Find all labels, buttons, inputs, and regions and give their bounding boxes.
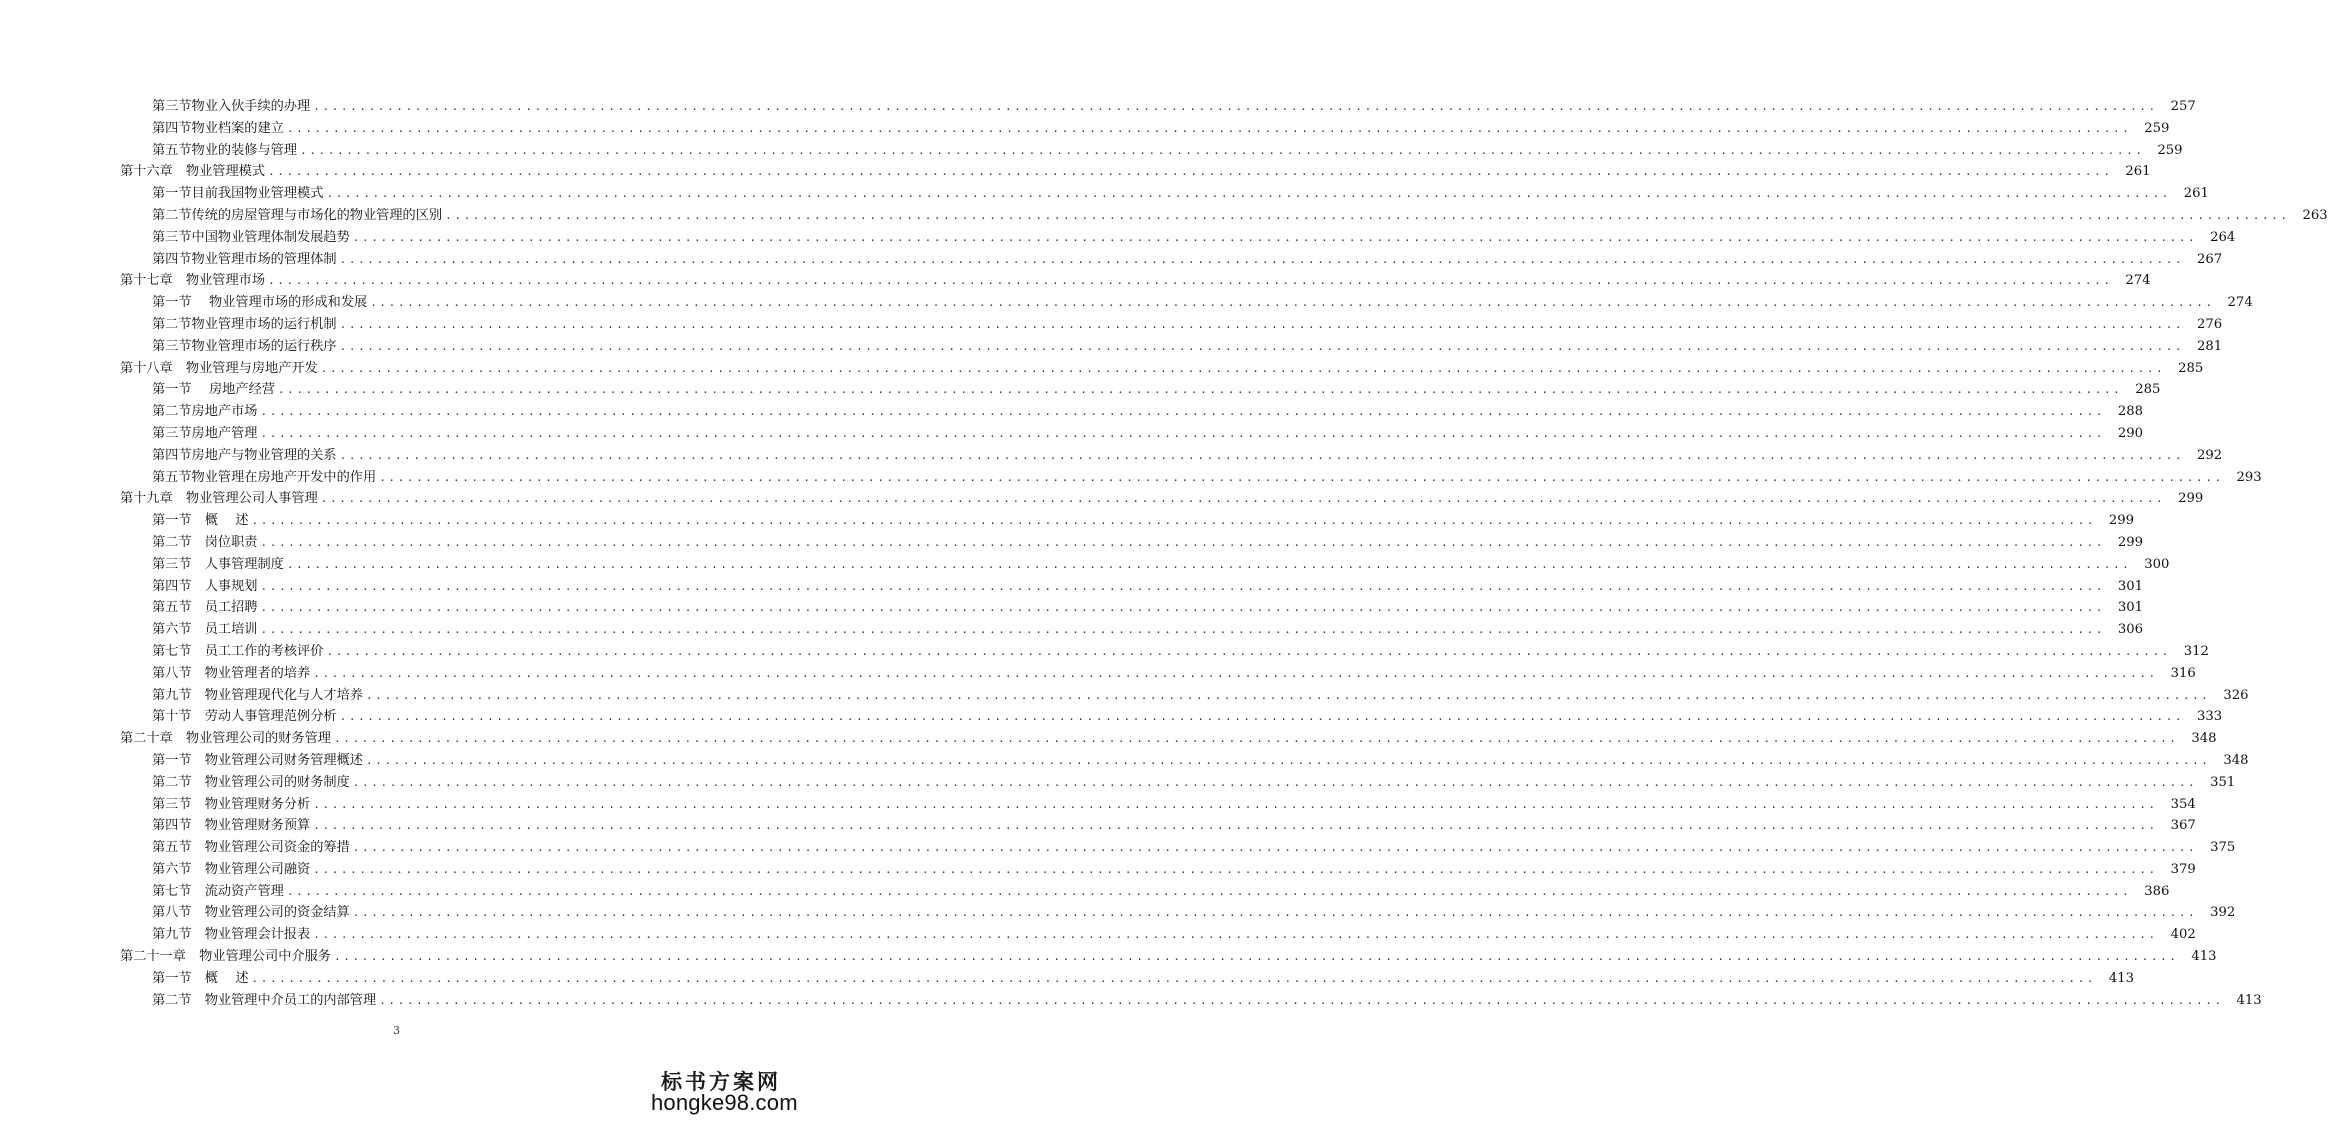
toc-section-entry — [0, 292, 2253, 314]
toc-entry-title: 第二节 物业管理中介员工的内部管理 — [152, 990, 379, 1012]
toc-dot-leader: ........................................................................................................................................................................................................ — [352, 841, 2198, 855]
toc-entry-page: 348 — [2223, 752, 2249, 768]
toc-section-entry — [0, 118, 2170, 140]
toc-dot-leader: ........................................................................................................................................................................................................ — [320, 492, 2166, 506]
table-of-contents — [0, 96, 2328, 1011]
toc-entry-title: 第十七章 物业管理市场 — [120, 270, 268, 292]
toc-entry-title: 第三节 物业管理财务分析 — [152, 794, 313, 816]
toc-section-entry — [0, 227, 2236, 249]
toc-dot-leader: ........................................................................................................................................................................................................ — [334, 950, 2179, 964]
toc-section-entry — [0, 902, 2236, 924]
toc-section-entry — [0, 881, 2170, 903]
toc-section-entry — [0, 772, 2236, 794]
toc-entry-page: 274 — [2125, 273, 2151, 289]
toc-entry-page: 413 — [2108, 970, 2135, 986]
toc-section-entry — [0, 706, 2223, 728]
toc-chapter-entry — [0, 728, 2217, 750]
toc-entry-title: 第九节 物业管理现代化与人才培养 — [152, 685, 366, 707]
toc-entry-title: 第五节 物业管理公司资金的筹措 — [152, 837, 353, 859]
toc-section-entry — [0, 990, 2262, 1012]
toc-entry-title: 第三节物业管理市场的运行秩序 — [152, 336, 340, 358]
toc-entry-page: 300 — [2144, 556, 2170, 572]
toc-dot-leader: ........................................................................................................................................................................................................ — [313, 100, 2158, 113]
toc-dot-leader: ........................................................................................................................................................................................................ — [339, 317, 2185, 331]
toc-section-entry — [0, 859, 2196, 881]
toc-entry-page: 261 — [2125, 164, 2151, 180]
toc-dot-leader: ........................................................................................................................................................................................................ — [251, 514, 2097, 528]
toc-dot-leader: ........................................................................................................................................................................................................ — [352, 906, 2198, 920]
toc-dot-leader: ........................................................................................................................................................................................................ — [370, 296, 2215, 310]
toc-entry-title: 第四节房地产与物业管理的关系 — [152, 445, 340, 467]
toc-entry-page: 351 — [2210, 774, 2236, 790]
toc-entry-page: 326 — [2223, 687, 2249, 703]
toc-section-entry — [0, 249, 2223, 271]
toc-entry-page: 292 — [2196, 447, 2223, 463]
toc-entry-title: 第四节物业管理市场的管理体制 — [152, 249, 340, 271]
toc-chapter-entry — [0, 161, 2151, 183]
toc-dot-leader: ........................................................................................................................................................................................................ — [286, 121, 2132, 135]
toc-section-entry — [0, 750, 2249, 772]
toc-section-entry — [0, 641, 2209, 663]
toc-section-entry — [0, 924, 2196, 946]
toc-entry-page: 301 — [2117, 600, 2144, 616]
toc-entry-title: 第七节 员工工作的考核评价 — [152, 641, 326, 663]
toc-section-entry — [0, 467, 2262, 489]
toc-entry-title: 第二十章 物业管理公司的财务管理 — [120, 728, 334, 750]
toc-section-entry — [0, 837, 2236, 859]
toc-dot-leader: ........................................................................................................................................................................................................ — [379, 470, 2224, 484]
toc-entry-title: 第十六章 物业管理模式 — [120, 161, 268, 183]
toc-entry-title: 第五节物业的装修与管理 — [152, 140, 300, 162]
toc-entry-title: 第八节 物业管理者的培养 — [152, 663, 313, 685]
toc-dot-leader: ........................................................................................................................................................................................................ — [352, 230, 2198, 244]
toc-dot-leader: ........................................................................................................................................................................................................ — [313, 797, 2158, 811]
toc-dot-leader: ........................................................................................................................................................................................................ — [313, 819, 2158, 833]
toc-section-entry — [0, 140, 2183, 162]
toc-entry-page: 276 — [2196, 316, 2223, 332]
toc-entry-title: 第一节 房地产经营 — [152, 379, 278, 401]
toc-entry-page: 264 — [2210, 229, 2236, 245]
toc-dot-leader: ........................................................................................................................................................................................................ — [260, 623, 2106, 637]
toc-dot-leader: ........................................................................................................................................................................................................ — [313, 928, 2158, 942]
toc-entry-title: 第三节房地产管理 — [152, 423, 261, 445]
toc-entry-title: 第四节 物业管理财务预算 — [152, 815, 313, 837]
toc-entry-page: 285 — [2135, 382, 2161, 398]
toc-section-entry — [0, 445, 2223, 467]
toc-entry-title: 第一节 物业管理市场的形成和发展 — [152, 292, 370, 314]
toc-section-entry — [0, 815, 2196, 837]
toc-entry-page: 281 — [2196, 338, 2223, 354]
watermark-url: hongke98.com — [651, 1090, 798, 1115]
toc-entry-page: 293 — [2236, 469, 2262, 485]
toc-entry-title: 第十节 劳动人事管理范例分析 — [152, 706, 340, 728]
toc-entry-title: 第一节 概 述 — [152, 510, 252, 532]
toc-entry-page: 263 — [2302, 207, 2328, 223]
toc-dot-leader: ........................................................................................................................................................................................................ — [268, 274, 2113, 288]
toc-entry-title: 第五节 员工招聘 — [152, 597, 261, 619]
toc-entry-title: 第二节 岗位职责 — [152, 532, 261, 554]
toc-entry-page: 354 — [2170, 796, 2196, 812]
toc-entry-page: 299 — [2117, 534, 2144, 550]
toc-section-entry — [0, 554, 2170, 576]
toc-section-entry — [0, 597, 2144, 619]
toc-entry-page: 379 — [2170, 861, 2196, 877]
toc-entry-title: 第十八章 物业管理与房地产开发 — [120, 358, 321, 380]
toc-entry-title: 第四节 人事规划 — [152, 576, 261, 598]
toc-dot-leader: ........................................................................................................................................................................................................ — [339, 710, 2185, 724]
toc-dot-leader: ........................................................................................................................................................................................................ — [286, 557, 2132, 571]
toc-dot-leader: ........................................................................................................................................................................................................ — [268, 165, 2113, 179]
toc-entry-title: 第三节中国物业管理体制发展趋势 — [152, 227, 353, 249]
toc-entry-page: 348 — [2191, 731, 2217, 747]
toc-section-entry — [0, 968, 2135, 990]
toc-entry-page: 299 — [2108, 513, 2135, 529]
toc-entry-page: 290 — [2117, 425, 2144, 441]
toc-entry-page: 392 — [2210, 905, 2236, 921]
toc-dot-leader: ........................................................................................................................................................................................................ — [277, 383, 2123, 397]
toc-entry-title: 第三节 人事管理制度 — [152, 554, 287, 576]
toc-section-entry — [0, 205, 2328, 227]
toc-entry-page: 367 — [2170, 818, 2196, 834]
toc-entry-page: 274 — [2227, 295, 2253, 311]
toc-section-entry — [0, 619, 2144, 641]
toc-entry-page: 259 — [2157, 142, 2183, 158]
toc-entry-page: 257 — [2170, 99, 2196, 114]
toc-entry-page: 402 — [2170, 927, 2196, 943]
toc-entry-title: 第一节目前我国物业管理模式 — [152, 183, 326, 205]
toc-entry-title: 第八节 物业管理公司的资金结算 — [152, 902, 353, 924]
toc-dot-leader: ........................................................................................................................................................................................................ — [326, 187, 2171, 201]
toc-entry-title: 第二节传统的房屋管理与市场化的物业管理的区别 — [152, 205, 445, 227]
toc-entry-page: 285 — [2178, 360, 2204, 376]
toc-entry-title: 第二节房地产市场 — [152, 401, 261, 423]
toc-chapter-entry — [0, 946, 2217, 968]
toc-entry-page: 301 — [2117, 578, 2144, 594]
toc-chapter-entry — [0, 358, 2204, 380]
toc-entry-title: 第二十一章 物业管理公司中介服务 — [120, 946, 334, 968]
toc-entry-page: 261 — [2183, 186, 2209, 202]
toc-entry-page: 288 — [2117, 404, 2144, 420]
toc-dot-leader: ........................................................................................................................................................................................................ — [366, 688, 2211, 702]
toc-dot-leader: ........................................................................................................................................................................................................ — [339, 252, 2185, 266]
toc-dot-leader: ........................................................................................................................................................................................................ — [260, 601, 2106, 615]
toc-section-entry — [0, 336, 2223, 358]
toc-section-entry — [0, 576, 2144, 598]
toc-dot-leader: ........................................................................................................................................................................................................ — [260, 405, 2106, 419]
toc-entry-page: 413 — [2191, 949, 2217, 965]
toc-entry-title: 第二节物业管理市场的运行机制 — [152, 314, 340, 336]
toc-entry-title: 第九节 物业管理会计报表 — [152, 924, 313, 946]
watermark-site-name: 标书方案网 — [661, 1070, 781, 1094]
toc-section-entry — [0, 794, 2196, 816]
toc-dot-leader: ........................................................................................................................................................................................................ — [251, 971, 2097, 985]
toc-dot-leader: ........................................................................................................................................................................................................ — [320, 361, 2166, 375]
toc-entry-title: 第七节 流动资产管理 — [152, 881, 287, 903]
toc-dot-leader: ........................................................................................................................................................................................................ — [326, 644, 2171, 658]
toc-dot-leader: ........................................................................................................................................................................................................ — [366, 753, 2211, 767]
toc-section-entry — [0, 96, 2196, 118]
toc-entry-title: 第二节 物业管理公司的财务制度 — [152, 772, 353, 794]
toc-dot-leader: ........................................................................................................................................................................................................ — [379, 993, 2224, 1007]
toc-entry-page: 299 — [2178, 491, 2204, 507]
toc-chapter-entry — [0, 488, 2204, 510]
toc-dot-leader: ........................................................................................................................................................................................................ — [352, 775, 2198, 789]
toc-entry-title: 第六节 员工培训 — [152, 619, 261, 641]
toc-section-entry — [0, 532, 2144, 554]
toc-entry-page: 259 — [2144, 120, 2170, 136]
toc-section-entry — [0, 423, 2144, 445]
toc-entry-title: 第五节物业管理在房地产开发中的作用 — [152, 467, 379, 489]
page-number: 3 — [393, 1024, 400, 1037]
toc-section-entry — [0, 510, 2135, 532]
toc-dot-leader: ........................................................................................................................................................................................................ — [260, 535, 2106, 549]
toc-entry-title: 第三节物业入伙手续的办理 — [152, 96, 313, 118]
toc-entry-title: 第一节 概 述 — [152, 968, 252, 990]
toc-dot-leader: ........................................................................................................................................................................................................ — [286, 884, 2132, 898]
toc-section-entry — [0, 401, 2144, 423]
toc-entry-page: 375 — [2210, 840, 2236, 856]
toc-entry-page: 413 — [2236, 992, 2262, 1008]
toc-dot-leader: ........................................................................................................................................................................................................ — [339, 339, 2185, 353]
toc-entry-title: 第十九章 物业管理公司人事管理 — [120, 488, 321, 510]
toc-dot-leader: ........................................................................................................................................................................................................ — [260, 579, 2106, 593]
toc-dot-leader: ........................................................................................................................................................................................................ — [313, 666, 2158, 680]
toc-entry-page: 312 — [2183, 643, 2209, 659]
toc-entry-title: 第四节物业档案的建立 — [152, 118, 287, 140]
toc-section-entry — [0, 663, 2196, 685]
toc-entry-title: 第一节 物业管理公司财务管理概述 — [152, 750, 366, 772]
toc-entry-page: 306 — [2117, 622, 2144, 638]
toc-section-entry — [0, 314, 2223, 336]
toc-entry-page: 333 — [2196, 709, 2223, 725]
toc-chapter-entry — [0, 270, 2151, 292]
toc-entry-title: 第六节 物业管理公司融资 — [152, 859, 313, 881]
toc-entry-page: 316 — [2170, 665, 2196, 681]
toc-dot-leader: ........................................................................................................................................................................................................ — [313, 862, 2158, 876]
toc-dot-leader: ........................................................................................................................................................................................................ — [334, 732, 2179, 746]
toc-dot-leader: ........................................................................................................................................................................................................ — [339, 448, 2185, 462]
toc-dot-leader: ........................................................................................................................................................................................................ — [300, 143, 2145, 157]
toc-section-entry — [0, 379, 2161, 401]
toc-entry-page: 386 — [2144, 883, 2170, 899]
toc-dot-leader: ........................................................................................................................................................................................................ — [445, 208, 2290, 222]
toc-dot-leader: ........................................................................................................................................................................................................ — [260, 426, 2106, 440]
toc-section-entry — [0, 183, 2209, 205]
toc-section-entry — [0, 685, 2249, 707]
toc-entry-page: 267 — [2196, 251, 2223, 267]
